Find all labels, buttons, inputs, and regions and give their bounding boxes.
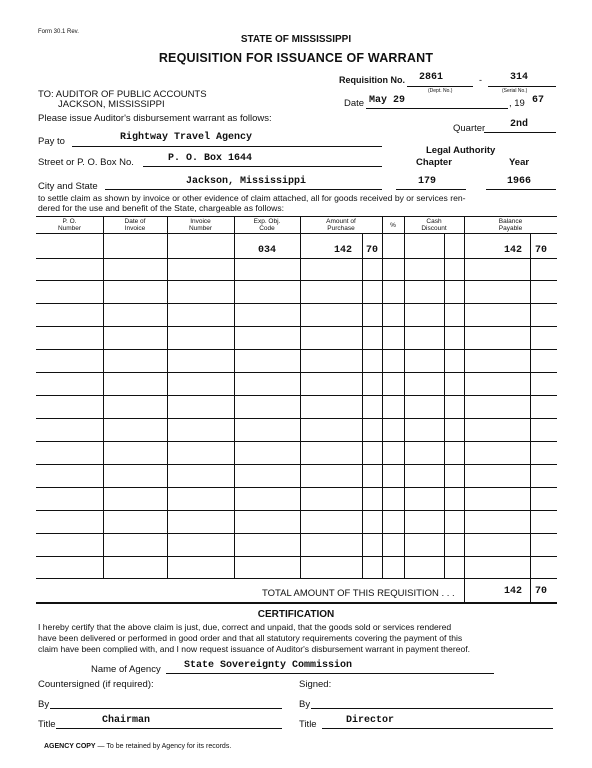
- chapter-label: Chapter: [416, 157, 452, 168]
- table-column-rule: [382, 216, 383, 578]
- balance-cents-cell: 70: [535, 245, 548, 256]
- table-row-rule: [36, 556, 557, 557]
- pay-to-value: Rightway Travel Agency: [120, 132, 253, 143]
- by-right-label: By: [299, 699, 311, 710]
- table-row-rule: [36, 303, 557, 304]
- certification-line3: claim have been complied with, and I now request issuance of Auditor's disbursement warrant in payment thereof.: [38, 644, 471, 654]
- total-rule: [36, 602, 557, 604]
- by-right-line: [311, 708, 553, 709]
- table-row-rule: [36, 533, 557, 534]
- table-row-rule: [36, 510, 557, 511]
- city-line: [105, 189, 382, 190]
- agency-value: State Sovereignty Commission: [184, 660, 353, 671]
- street-value: P. O. Box 1644: [168, 153, 253, 164]
- serial-no-value: 314: [510, 72, 529, 83]
- date-line: [366, 108, 508, 109]
- year-value: 67: [532, 95, 545, 106]
- table-column-rule: [300, 216, 301, 578]
- table-row-rule: [36, 372, 557, 373]
- pay-to-label: Pay to: [38, 136, 65, 147]
- invoice-date-header: Date of Invoice: [124, 218, 146, 232]
- form-id: Form 30.1 Rev.: [38, 29, 79, 35]
- serial-no-caption: (Serial No.): [502, 88, 528, 94]
- settle-text-line2: dered for the use and benefit of the State, chargeable as follows:: [38, 203, 285, 213]
- state-heading: STATE OF MISSISSIPPI: [240, 34, 352, 45]
- dept-no-value: 2861: [419, 72, 444, 83]
- table-bottom-rule: [36, 578, 557, 579]
- title-left-label: Title: [38, 719, 56, 730]
- requisition-dash: -: [479, 75, 482, 85]
- table-column-rule: [103, 216, 104, 578]
- pay-to-line: [72, 146, 382, 147]
- to-auditor-line: TO: AUDITOR OF PUBLIC ACCOUNTS: [38, 89, 207, 100]
- certification-line2: have been delivered or performed in good order and that all statutory requirements covering the payment of this: [38, 633, 463, 643]
- requisition-label: Requisition No.: [339, 75, 405, 85]
- table-row-rule: [36, 441, 557, 442]
- balance-dollars-cell: 142: [504, 245, 523, 256]
- title-right-value: Director: [346, 715, 395, 726]
- serial-no-line: [488, 86, 556, 87]
- city-value: Jackson, Mississippi: [186, 176, 307, 187]
- quarter-label: Quarter: [453, 123, 486, 134]
- street-line: [143, 166, 382, 167]
- agency-copy-label: AGENCY COPY: [44, 743, 96, 750]
- title-right-line: [322, 728, 553, 729]
- amount-dollars-cell: 142: [334, 245, 353, 256]
- instruction-text: Please issue Auditor's disbursement warrant as follows:: [38, 113, 272, 124]
- signed-label: Signed:: [299, 679, 332, 690]
- table-row-rule: [36, 326, 557, 327]
- table-row-rule: [36, 418, 557, 419]
- chapter-value: 179: [418, 176, 437, 187]
- settle-text-line1: to settle claim as shown by invoice or other evidence of claim attached, all for goods received by or services ren-: [38, 193, 466, 203]
- table-top-rule: [36, 216, 557, 217]
- table-row-rule: [36, 395, 557, 396]
- title-left-line: [56, 728, 282, 729]
- certification-title: CERTIFICATION: [257, 609, 335, 620]
- street-label: Street or P. O. Box No.: [38, 157, 134, 168]
- title-right-label: Title: [299, 719, 317, 730]
- form-title: REQUISITION FOR ISSUANCE OF WARRANT: [158, 51, 434, 65]
- table-column-rule: [167, 216, 168, 578]
- table-column-rule: [464, 216, 465, 602]
- invoice-number-header: Invoice Number: [188, 218, 213, 232]
- total-label: TOTAL AMOUNT OF THIS REQUISITION . . .: [262, 588, 455, 599]
- by-left-label: By: [38, 699, 50, 710]
- amount-cents-cell: 70: [366, 245, 379, 256]
- quarter-value: 2nd: [510, 119, 529, 130]
- legal-authority-title: Legal Authority: [426, 145, 496, 156]
- table-row-rule: [36, 349, 557, 350]
- agency-label: Name of Agency: [91, 664, 161, 675]
- table-row-rule: [36, 280, 557, 281]
- countersigned-label: Countersigned (if required):: [38, 679, 154, 690]
- total-cents: 70: [535, 586, 548, 597]
- year-prefix: , 19: [509, 98, 525, 109]
- exp-obj-code-header: Exp. Obj. Code: [253, 218, 281, 232]
- dept-no-caption: (Dept. No.): [428, 88, 453, 94]
- table-column-rule: [530, 233, 531, 602]
- date-label: Date: [344, 98, 365, 109]
- cash-discount-header: Cash Discount: [421, 218, 447, 232]
- table-column-rule: [444, 233, 445, 578]
- year-label: Year: [509, 157, 530, 168]
- agency-line: [166, 673, 494, 674]
- exp-code-cell: 034: [258, 245, 277, 256]
- table-column-rule: [362, 233, 363, 578]
- balance-header: Balance Payable: [498, 218, 523, 232]
- dept-no-line: [407, 86, 473, 87]
- total-dollars: 142: [504, 586, 523, 597]
- percent-header: %: [390, 222, 396, 229]
- charge-table: [36, 216, 557, 604]
- table-row-rule: [36, 464, 557, 465]
- quarter-line: [484, 132, 556, 133]
- chapter-line: [396, 189, 466, 190]
- po-number-header: P. O. Number: [57, 218, 82, 232]
- table-row-rule: [36, 487, 557, 488]
- to-city-line: JACKSON, MISSISSIPPI: [58, 99, 165, 110]
- title-left-value: Chairman: [102, 715, 151, 726]
- agency-copy-text: — To be retained by Agency for its records.: [95, 743, 232, 750]
- table-column-rule: [404, 216, 405, 578]
- certification-line1: I hereby certify that the above claim is just, due, correct and unpaid, that the goods sold or services rendered: [38, 622, 452, 632]
- table-column-rule: [234, 216, 235, 578]
- date-value: May 29: [369, 95, 406, 106]
- amount-header: Amount of Purchase: [326, 218, 356, 232]
- city-label: City and State: [38, 181, 98, 192]
- legal-year-line: [486, 189, 556, 190]
- by-left-line: [50, 708, 282, 709]
- legal-year-value: 1966: [507, 176, 532, 187]
- agency-copy-note: [44, 743, 231, 750]
- table-header-rule: [36, 233, 557, 234]
- table-row-rule: [36, 258, 557, 259]
